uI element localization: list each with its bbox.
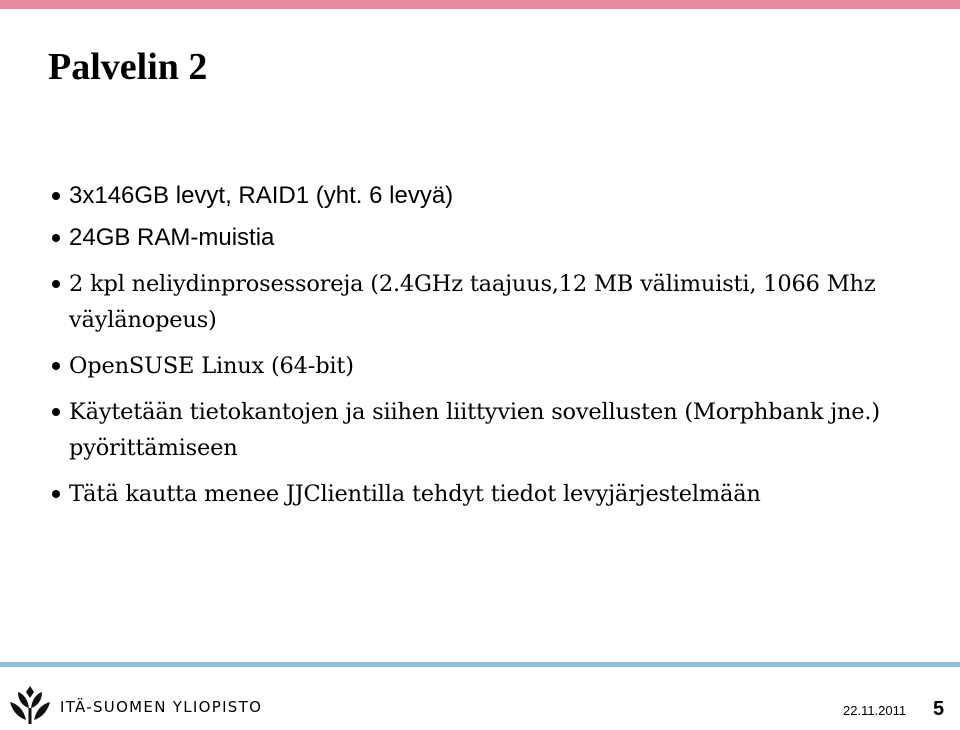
- bullet-dot-icon: [52, 362, 60, 370]
- bullet-item: [48, 220, 948, 256]
- bullet-item: [48, 266, 948, 338]
- page-number: 5: [933, 698, 945, 720]
- bullet-text: 3x146GB levyt, RAID1 (yht. 6 levyä): [69, 182, 454, 209]
- bullet-item: [48, 476, 948, 512]
- bullet-text: Tätä kautta menee JJClientilla tehdyt tiedot levyjärjestelmään: [69, 481, 761, 507]
- bullet-dot-icon: [52, 192, 60, 200]
- bullet-item: [48, 178, 948, 214]
- bullet-text: 2 kpl neliydinprosessoreja (2.4GHz taajuus,12 MB välimuisti, 1066 Mhz väylänopeus): [69, 271, 876, 333]
- bullet-item: [48, 348, 948, 384]
- bullet-text: 24GB RAM-muistia: [69, 224, 275, 251]
- bullet-dot-icon: [52, 234, 60, 242]
- bullet-text: Käytetään tietokantojen ja siihen liittyvien sovellusten (Morphbank jne.) pyörittämiseen: [69, 399, 880, 461]
- bullet-dot-icon: [52, 490, 60, 498]
- bullet-text: OpenSUSE Linux (64-bit): [69, 353, 354, 379]
- bottom-accent-bar: [0, 662, 960, 667]
- slide-title: Palvelin 2: [48, 46, 208, 88]
- bullet-item: [48, 394, 948, 466]
- university-logo-icon: [8, 682, 52, 726]
- institution-name: ITÄ-SUOMEN YLIOPISTO: [60, 698, 263, 716]
- bullet-dot-icon: [52, 408, 60, 416]
- bullet-list: [48, 178, 948, 522]
- bullet-dot-icon: [52, 280, 60, 288]
- top-accent-bar: [0, 0, 960, 9]
- footer-date: 22.11.2011: [843, 703, 907, 718]
